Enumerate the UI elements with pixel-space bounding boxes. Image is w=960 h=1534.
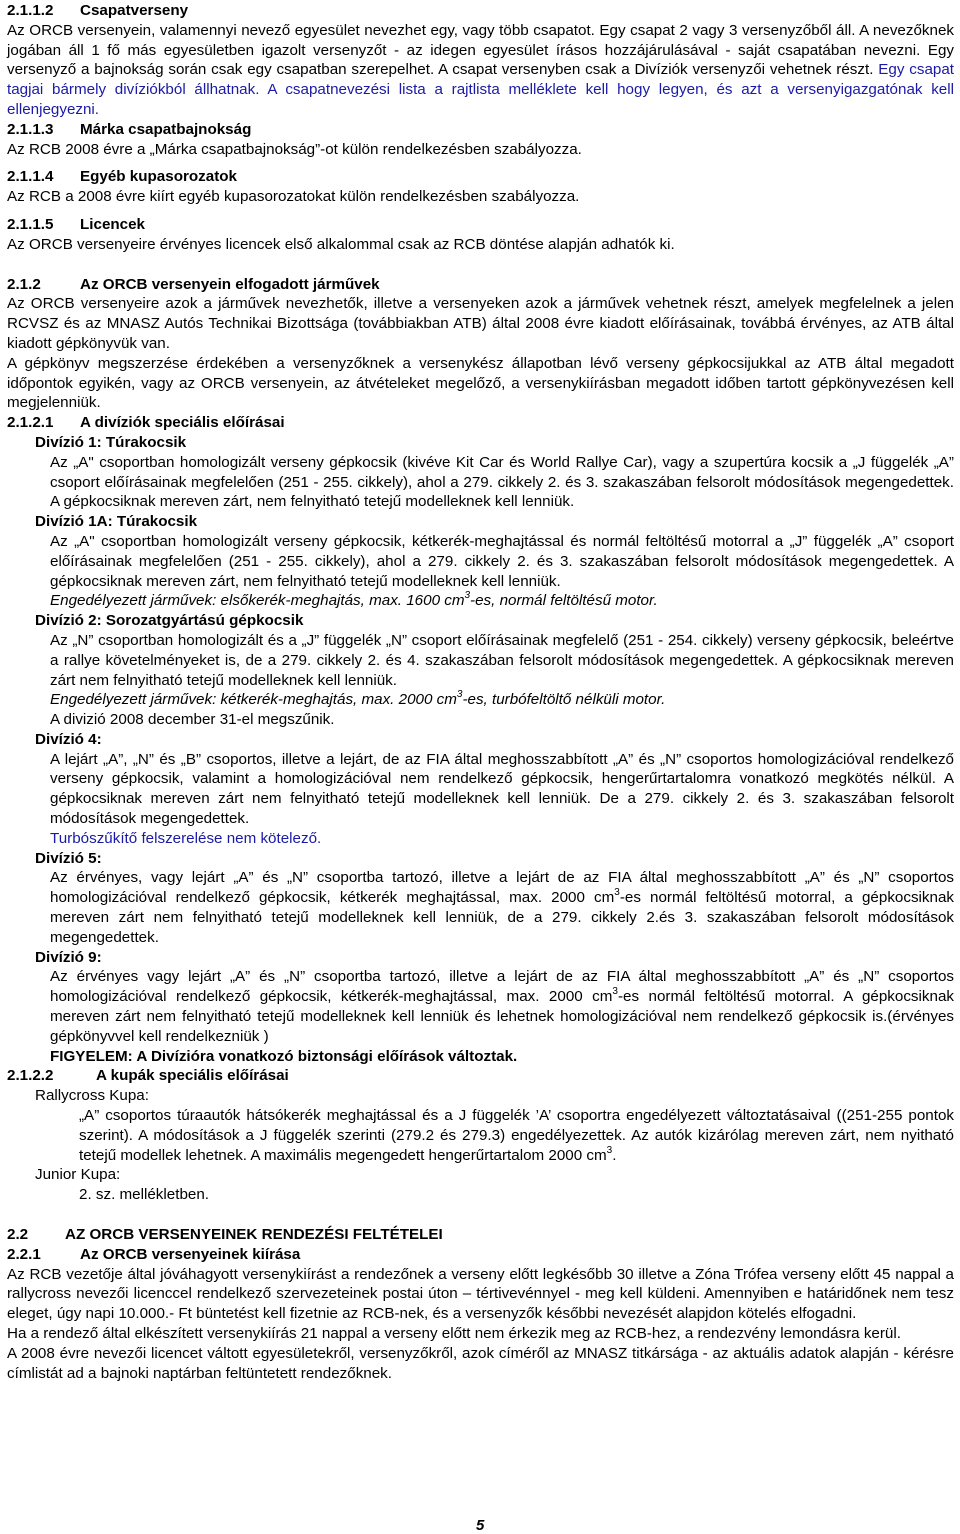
section-number: 2.1.1.5	[7, 215, 54, 233]
superscript: 3	[606, 1144, 613, 1156]
section-title: AZ ORCB VERSENYEINEK RENDEZÉSI FELTÉTELEI	[65, 1226, 443, 1244]
allowed-text: Engedélyezett járművek: kétkerék-meghajtás, max. 2000 cm	[50, 691, 457, 709]
paragraph-jarmuvek-2: A gépkönyv megszerzése érdekében a versenyzőknek a versenykész állapotban lévő verseny gépkocsijukkal az ATB által megadott időpontok egyikén, vagy az ORCB versenyein, az átvételeket megelőző, a versenykiírásban megadott időben tartott gépkönyvezésen kell megjelenniük.	[7, 354, 954, 412]
division-9-title: Divízió 9:	[35, 948, 102, 966]
paragraph-csapatverseny	[7, 21, 954, 120]
division-text: Az érvényes vagy lejárt „A” és „N” csoportba tartozó, illetve a lejárt de az FIA által meghosszabbított „A” és „N” csoportos homologizációval rendelkező gépkocsik, kétkerék-meghajtással, max. 2000 cm	[50, 968, 954, 1006]
allowed-text-end: -es, turbófeltöltő nélküli motor.	[462, 691, 666, 709]
division-2-note: A divizió 2008 december 31-el megszűnik.	[50, 711, 335, 729]
superscript: 3	[612, 986, 618, 998]
section-heading-jarmuvek	[7, 275, 954, 295]
division-2-allowed	[7, 690, 954, 710]
section-number: 2.1.2.2	[7, 1067, 54, 1085]
division-1-title: Divízió 1: Túrakocsik	[35, 433, 187, 451]
superscript: 3	[464, 590, 471, 602]
section-title: A divíziók speciális előírásai	[80, 414, 285, 432]
paragraph-egyeb: Az RCB a 2008 évre kiírt egyéb kupasorozatokat külön rendelkezésben szabályozza.	[7, 188, 580, 206]
cup-text: „A” csoportos túraautók hátsókerék meghajtással és a J függelék ’A’ csoportra engedélyezett változtatásaival ((251-255 pontok szerint). A módosítások a J függelék szerinti (279.2 és 279.3) engedélyezettek. Az autók kizárólag mereven zárt, nem nyitható tetejű modellek lehetnek. A maximális megengedett hengerűrtartalom 2000 cm	[79, 1107, 954, 1164]
junior-cup-text: 2. sz. mellékletben.	[79, 1186, 209, 1204]
section-number: 2.1.1.2	[7, 2, 54, 19]
paragraph-kiiras-1: Az RCB vezetője által jóváhagyott versenykiírást a rendezőnek a verseny előtt legkésőbb 30 illetve a Zóna Trófea verseny előtt 45 nappal a rallycross nevezői licenccel rendelkező szervezeteinek postai úton – tértivevénnyel - meg kell küldeni. Amennyiben e határidőnek nem tesz eleget, úgy napi 10.000.- Ft büntetést kell fizetnie az RCB-nek, és a versenyzők későbbi nevezését alapjdon kötelés elfogadni.	[7, 1265, 954, 1323]
document-page	[7, 0, 954, 1383]
section-number: 2.1.1.4	[7, 168, 54, 186]
section-title: Márka csapatbajnokság	[80, 120, 252, 138]
section-title: A kupák speciális előírásai	[96, 1067, 289, 1085]
allowed-text-end: -es, normál feltöltésű motor.	[470, 592, 658, 610]
rallycross-cup-text	[79, 1106, 954, 1165]
division-4-note: Turbószűkítő felszerelése nem kötelező.	[50, 829, 322, 847]
cup-text-end: .	[612, 1146, 617, 1164]
section-number: 2.1.2	[7, 275, 41, 293]
paragraph-kiiras-3: A 2008 évre nevezői licencet váltott egyesületekről, versenyzőkről, azok címéről az MNASZ titkársága - az aktuális adatok alapján - kérésre címlistát ad a bajnoki naptárban feltüntetett rendezőknek.	[7, 1344, 954, 1382]
division-2-title: Divízió 2: Sorozatgyártású gépkocsik	[35, 612, 304, 630]
division-5-title: Divízió 5:	[35, 849, 102, 867]
section-heading-diviziok	[7, 413, 954, 433]
division-1a-text: Az „A" csoportban homologizált verseny gépkocsik, kétkerék-meghajtással és normál feltöltésű motorral a „J” függelék „A” csoport előírásainak megfelelően (251 - 255. cikkely), ahol a 279. cikkely 2. és 3. szakaszában felsorolt módosítások megengedettek. A gépkocsiknak mereven zárt, nem felnyitható tetejű modelleknek kell lenniük.	[50, 532, 954, 590]
division-text-end: -es normál feltöltésű motorral. A gépkocsiknak mereven zárt nem felnyitható tetejű modelleknek kell lenniük és lehetnek homologizációval nem rendelkező gépkocsik is.(érvényes gépkönyvvel kell rendelkezniük )	[50, 988, 954, 1045]
section-heading-egyeb	[7, 167, 954, 187]
section-title: Az ORCB versenyein elfogadott járművek	[80, 275, 380, 293]
section-number: 2.1.2.1	[7, 414, 54, 432]
paragraph-text: Az ORCB versenyein, valamennyi nevező egyesület nevezhet egy, vagy több csapatot. Egy csapat 2 vagy 3 versenyzőből áll. A nevezőknek jogában áll 1 fő más egyesületben igazolt versenyzőt - az idegen egyesület írásos hozzájárulásával - saját csapatában nevezni. Egy versenyző a bajnokság során csak egy csapatban szerepelhet. A csapat versenyben csak a Divíziók versenyzői vehetnek részt.	[7, 21, 954, 79]
junior-cup-label: Junior Kupa:	[35, 1166, 121, 1184]
safety-warning: FIGYELEM: A Divízióra vonatkozó biztonsági előírások változtak.	[50, 1047, 518, 1065]
paragraph-marka: Az RCB 2008 évre a „Márka csapatbajnokság”-ot külön rendelkezésben szabályozza.	[7, 140, 582, 158]
section-heading-kupak	[7, 1066, 954, 1086]
division-text-end: -es normál feltöltésű motorral, a gépkocsiknak mereven zárt nem felnyitható tetejű modelleknek kell lenniük, de a 279. cikkely 2.és 3. szakaszában felsorolt módosítások megengedettek.	[50, 889, 954, 946]
division-1a-allowed	[7, 591, 954, 611]
page-number: 5	[476, 1517, 485, 1534]
chapter-heading-rendezesi	[7, 1225, 954, 1245]
section-title: Egyéb kupasorozatok	[80, 168, 237, 186]
division-text: Az érvényes, vagy lejárt „A” és „N” csoportba tartozó, illetve a lejárt de az FIA által meghosszabbított „A” és „N” csoportos homologizációval rendelkező gépkocsik, kétkerék meghajtással, max. 2000 cm	[50, 869, 954, 907]
division-1a-title: Divízió 1A: Túrakocsik	[35, 513, 198, 531]
division-1-text: Az „A" csoportban homologizált verseny gépkocsik (kivéve Kit Car és World Rallye Car), vagy a szupertúra kocsik a „J függelék „A” csoport előírásainak megfelelően (251 - 255. cikkely), ahol a 279. cikkely 2. és 3. szakaszában felsorolt módosítások megengedettek. A gépkocsiknak mereven zárt, nem felnyitható tetejű modelleknek kell lenniük.	[50, 453, 954, 511]
section-heading-kiiras	[7, 1245, 954, 1265]
section-number: 2.2.1	[7, 1245, 41, 1263]
section-title: Az ORCB versenyeinek kiírása	[80, 1245, 301, 1263]
division-2-text: Az „N” csoportban homologizált és a „J” függelék „N” csoport előírásainak megfelelő (251 - 254. cikkely) verseny gépkocsik, beleértve a rallye követelményeket is, de a 279. cikkely 2. és 4. szakaszában felsorolt módosítások megengedettek. A gépkocsiknak mereven zárt nem felnyitható tetejű modelleknek kell lenniük.	[50, 631, 954, 689]
division-9-text	[7, 967, 954, 1046]
paragraph-kiiras-2: Ha a rendező által elkészített versenykiírás 21 nappal a verseny előtt nem érkezik meg az RCB-hez, a rendezvény lemondásra kerül.	[7, 1325, 901, 1342]
section-title: Csapatverseny	[80, 2, 189, 19]
rallycross-cup-label: Rallycross Kupa:	[35, 1087, 149, 1105]
division-4-title: Divízió 4:	[35, 730, 102, 748]
superscript: 3	[614, 887, 620, 899]
section-heading-csapatverseny	[7, 1, 954, 21]
division-5-text	[7, 868, 954, 947]
superscript: 3	[456, 689, 463, 701]
section-number: 2.1.1.3	[7, 120, 54, 138]
section-heading-marka	[7, 120, 954, 140]
section-number: 2.2	[7, 1226, 29, 1244]
highlighted-text: Egy csapat tagjai bármely divíziókból állhatnak. A csapatnevezési lista a rajtlista melléklete kell hogy legyen, és azt a versenyigazgatónak kell ellenjegyezni.	[7, 61, 955, 118]
paragraph-jarmuvek-1: Az ORCB versenyeire azok a járművek nevezhetők, illetve a versenyeken azok a járművek vehetnek részt, amelyek megfelelnek a jelen RCVSZ és az MNASZ Autós Technikai Bizottsága (továbbiakban ATB) által 2008 évre kiadott előírásainak, továbbá érvényes, az ATB által kiadott gépkönyvük van.	[7, 295, 954, 352]
allowed-text: Engedélyezett járművek: elsőkerék-meghajtás, max. 1600 cm	[50, 592, 465, 610]
section-title: Licencek	[80, 215, 146, 233]
paragraph-licencek: Az ORCB versenyeire érvényes licencek első alkalommal csak az RCB döntése alapján adhatók ki.	[7, 235, 675, 253]
section-heading-licencek	[7, 215, 954, 235]
division-4-text: A lejárt „A”, „N” és „B” csoportos, illetve a lejárt, de az FIA által meghosszabbított „A” és „N” csoportos homologizációval rendelkező verseny gépkocsik, valamint a homologizációval nem rendelkező gépkocsik, hengerűrtartalomra vonatkozó megkötés nélkül. A gépkocsiknak mereven zárt nem felnyitható tetejű modelleknek kell lenniük. De a 279. cikkely 2. és 3. szakaszában felsorolt módosítások megengedettek.	[50, 750, 954, 828]
